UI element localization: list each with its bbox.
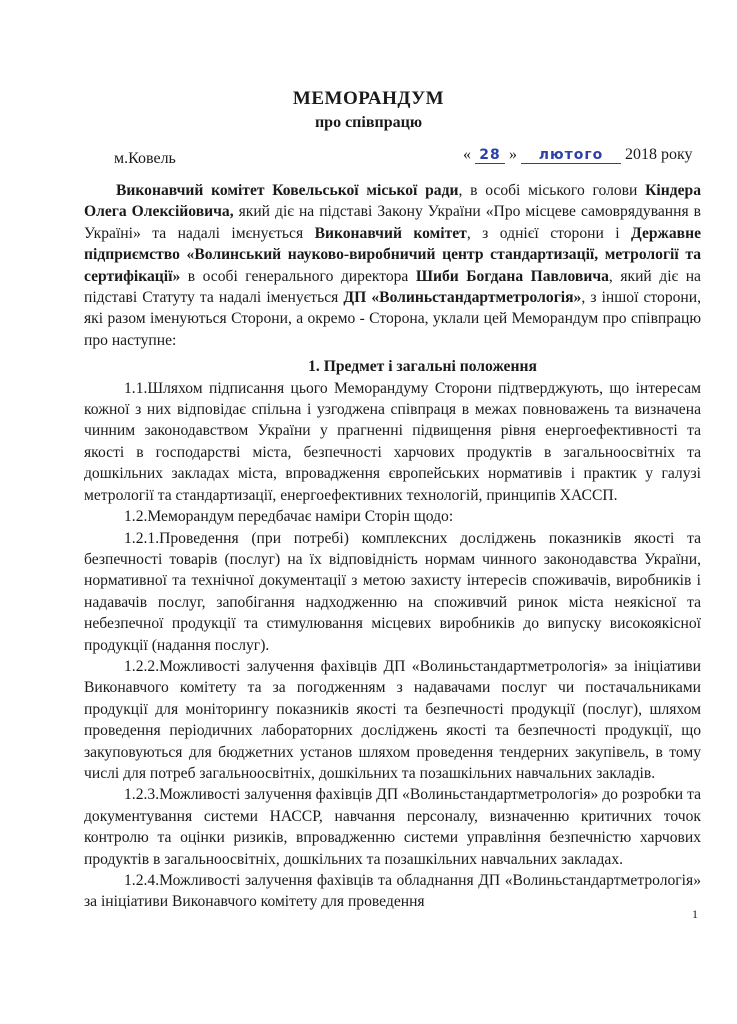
intro-paragraph xyxy=(84,180,701,351)
section-1-heading: 1. Предмет і загальні положення xyxy=(308,358,537,376)
clause-1-2-3: 1.2.3.Можливості залучення фахівців ДП «Волиньстандартметрологія» до розробки та документування системи НАССР, навчання персоналу, визначенню критичних точок контролю та оцінки ризиків, впровадженню системи управління безпечністю харчових продуктів в загальноосвітніх, дошкільних та позашкільних навчальних закладах. xyxy=(84,786,701,868)
signing-date xyxy=(463,146,693,164)
intro-text-1: , в особі міського голови xyxy=(458,182,646,199)
document-subtitle: про співпрацю xyxy=(314,114,423,131)
document-body xyxy=(84,180,701,913)
intro-text-3: , з однієї сторони і xyxy=(466,224,632,242)
date-close-quote: » xyxy=(509,146,517,163)
party1-short-name: Виконавчий комітет xyxy=(314,224,467,242)
party1-name: Виконавчий комітет Ковельської міської ради xyxy=(116,182,459,199)
clause-1-1: 1.1.Шляхом підписання цього Меморандуму Сторони підтверджують, що інтересам кожної з них відповідає спільна і узгоджена співпраця в межах повноважень та визначена чинним законодавством України у прагненні підвищення рівня енергоефективності та якості в господарстві міста, безпечності харчових продуктів в загальноосвітніх та дошкільних закладах міста, впровадження європейських нормативів і практик у галузі метрології та стандартизації, енергоефективних технологій, принципів ХАССП. xyxy=(84,379,701,504)
clause-1-2: 1.2.Меморандум передбачає наміри Сторін щодо: xyxy=(124,508,454,526)
handwritten-day: 28 xyxy=(475,147,505,164)
intro-text-2: який діє на підставі Закону України «Про місцеве самоврядування в Україні» та надалі імєнується xyxy=(84,203,702,242)
clause-1-2-1: 1.2.1.Проведення (при потребі) комплексних досліджень показників якості та безпечності товарів (послуг) на їх відповідність нормам чинного законодавства України, нормативної та технічної документації з метою захисту інтересів споживачів, виробників і надавачів послуг, запобігання надходженню на споживчий ринок міста неякісної та небезпечної продукції та стимулювання місцевих виробників до випуску високоякісної продукції (надання послуг). xyxy=(84,529,701,654)
party2-name: Державне підприємство «Волинський науково-виробничий центр стандартизації, метрології та сертифікації» xyxy=(84,224,701,285)
handwritten-month: лютого xyxy=(521,147,621,164)
date-year: 2018 року xyxy=(625,146,693,163)
party2-short-name: ДП «Волиньстандартметрологія» xyxy=(343,289,582,307)
page-number: 1 xyxy=(692,907,698,921)
document-title: МЕМОРАНДУМ xyxy=(292,88,445,109)
place-of-signing: м.Ковель xyxy=(114,150,176,167)
intro-text-6: , з іншої сторони, які разом іменуються Сторони, а окремо - Сторона, уклали цей Меморандум про співпрацю про наступне: xyxy=(84,289,701,349)
intro-text-4: в особі генерального директора xyxy=(180,267,416,285)
party2-representative: Шиби Богдана Павловича xyxy=(415,267,609,285)
clause-1-2-2: 1.2.2.Можливості залучення фахівців ДП «Волиньстандартметрологія» за ініціативи Виконавчого комітету та за погодженням з надавачами послуг чи постачальниками продукції для моніторингу показників якості та безпечності продукції (послуг), шляхом проведення періодичних лабораторних досліджень якості та безпечності продукції, що закуповуються для бюджетних установ шляхом проведення тендерних закупівель, в тому числі для потреб загальноосвітніх, дошкільних та позашкільних навчальних закладів. xyxy=(84,657,701,782)
clause-1-2-4: 1.2.4.Можливості залучення фахівців та обладнання ДП «Волиньстандартметрологія» за ініціативи Виконавчого комітету для проведення xyxy=(84,872,701,911)
date-open-quote: « xyxy=(463,146,471,163)
intro-text-5: , який діє на підставі Статуту та надалі іменується xyxy=(84,267,701,307)
party1-representative: Кіндера Олега Олексійовича, xyxy=(84,182,702,221)
